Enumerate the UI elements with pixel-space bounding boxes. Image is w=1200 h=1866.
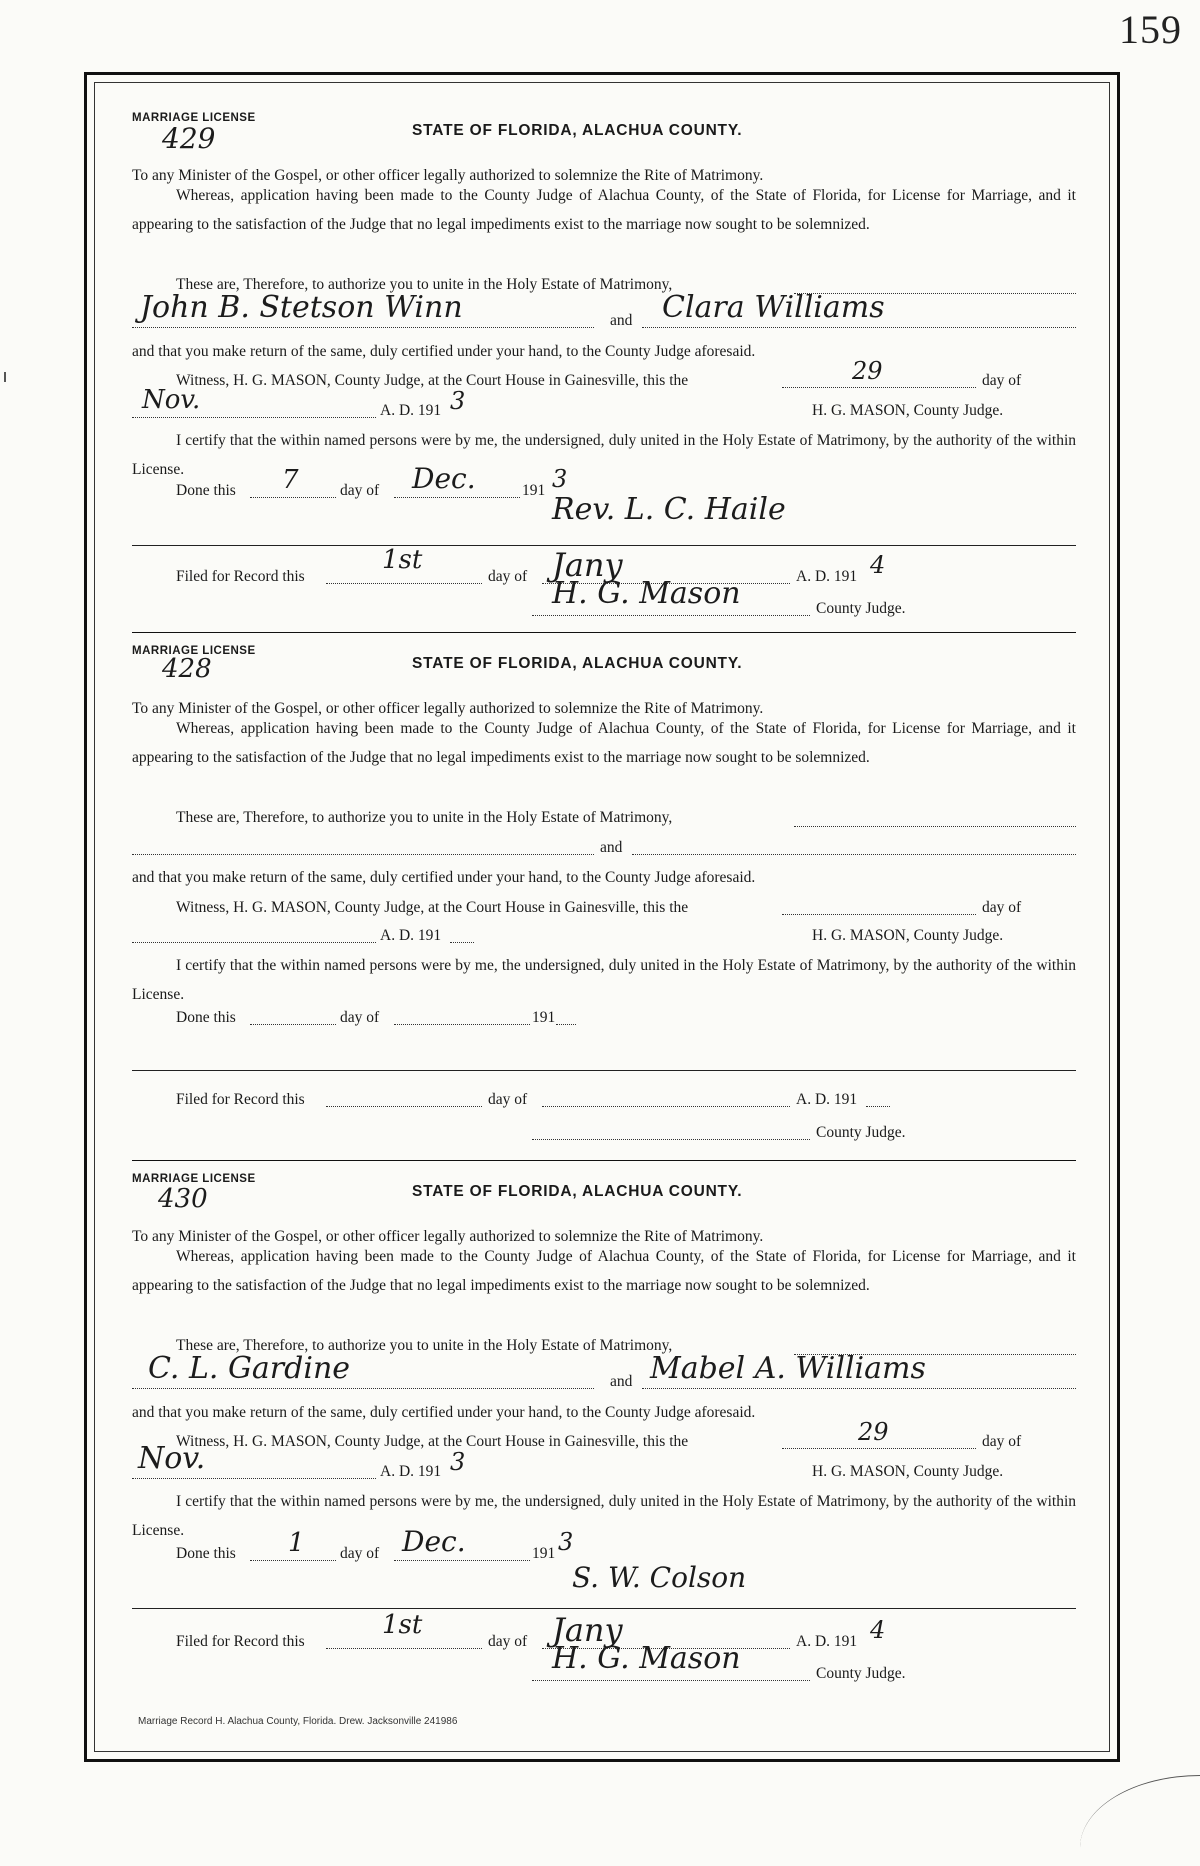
county-judge-label: County Judge. — [816, 1665, 906, 1682]
license-label: MARRIAGE LICENSE — [132, 112, 256, 124]
address-line: To any Minister of the Gospel, or other officer legally authorized to solemnize the Rite of Matrimony. — [132, 700, 764, 717]
bride-name: Mabel A. Williams — [650, 1351, 926, 1386]
groom-name: John B. Stetson Winn — [140, 290, 463, 325]
margin-mark — [4, 372, 6, 382]
day-of: day of — [982, 899, 1022, 916]
day-of: day of — [982, 372, 1022, 389]
year-191: 191 — [532, 1545, 556, 1562]
ad-191: A. D. 191 — [380, 1463, 442, 1480]
groom-name: C. L. Gardine — [148, 1351, 351, 1386]
day-of: day of — [340, 1009, 380, 1026]
groom-line — [132, 840, 594, 855]
done-month-line — [394, 1010, 530, 1025]
address-line: To any Minister of the Gospel, or other officer legally authorized to solemnize the Rite of Matrimony. — [132, 167, 764, 184]
day-of: day of — [340, 1545, 380, 1562]
page-number: 159 — [1119, 7, 1182, 52]
witness-text: Witness, H. G. MASON, County Judge, at the Court House in Gainesville, this the — [176, 899, 689, 916]
witness-day-line — [782, 900, 976, 915]
filed-day: 1st — [382, 545, 423, 575]
done-year-digit: 3 — [552, 465, 568, 493]
state-title: STATE OF FLORIDA, ALACHUA COUNTY. — [412, 655, 743, 672]
witness-month: Nov. — [142, 385, 201, 415]
done-this: Done this — [176, 1009, 236, 1026]
license-number: 430 — [158, 1184, 208, 1214]
year-191: 191 — [522, 482, 546, 499]
marriage-license-428 — [132, 646, 1076, 1146]
done-month: Dec. — [412, 462, 476, 495]
ad-191: A. D. 191 — [380, 402, 442, 419]
bride-name: Clara Williams — [662, 290, 885, 325]
day-of: day of — [340, 482, 380, 499]
filed-text: Filed for Record this — [176, 568, 305, 585]
filed-text: Filed for Record this — [176, 1633, 305, 1650]
county-judge-label: County Judge. — [816, 600, 906, 617]
bride-line — [632, 840, 1076, 855]
license-number: 429 — [162, 122, 216, 155]
done-this: Done this — [176, 482, 236, 499]
address-line: To any Minister of the Gospel, or other officer legally authorized to solemnize the Rite of Matrimony. — [132, 1228, 764, 1245]
done-day: 7 — [282, 465, 299, 495]
filed-day-line — [326, 1092, 482, 1107]
and-word: and — [610, 312, 633, 329]
certify-paragraph: I certify that the within named persons were by me, the undersigned, duly united in the Holy Estate of Matrimony, by the authority of the within License. — [132, 1493, 1076, 1539]
filed-judge-signature: H. G. Mason — [552, 576, 741, 611]
marriage-license-429 — [132, 112, 1076, 617]
judge-signature-print: H. G. MASON, County Judge. — [812, 1463, 1004, 1480]
return-line: and that you make return of the same, duly certified under your hand, to the County Judge aforesaid. — [132, 869, 756, 886]
and-word: and — [610, 1373, 633, 1390]
day-of: day of — [488, 568, 528, 585]
filed-text: Filed for Record this — [176, 1091, 305, 1108]
license-divider — [132, 1160, 1076, 1161]
return-line: and that you make return of the same, duly certified under your hand, to the County Judge aforesaid. — [132, 1404, 756, 1421]
judge-signature-print: H. G. MASON, County Judge. — [812, 402, 1004, 419]
license-divider — [132, 632, 1076, 633]
judge-sign-line — [532, 1125, 810, 1140]
state-title: STATE OF FLORIDA, ALACHUA COUNTY. — [412, 122, 743, 139]
done-year-line — [556, 1010, 576, 1025]
authorize-text: These are, Therefore, to authorize you to unite in the Holy Estate of Matrimony, — [176, 1337, 673, 1354]
license-label: MARRIAGE LICENSE — [132, 1173, 256, 1185]
license-number: 428 — [162, 654, 212, 684]
judge-signature-print: H. G. MASON, County Judge. — [812, 927, 1004, 944]
officiant-signature: Rev. L. C. Haile — [552, 492, 786, 527]
certify-paragraph: I certify that the within named persons were by me, the undersigned, duly united in the Holy Estate of Matrimony, by the authority of the within License. — [132, 957, 1076, 1003]
marriage-license-430 — [132, 1174, 1076, 1694]
day-of: day of — [488, 1091, 528, 1108]
certify-paragraph: I certify that the within named persons were by me, the undersigned, duly united in the Holy Estate of Matrimony, by the authority of the within License. — [132, 432, 1076, 478]
witness-month-line — [132, 928, 376, 943]
filed-year-digit: 4 — [870, 551, 886, 579]
filed-month: Jany — [552, 546, 623, 584]
ad-191: A. D. 191 — [380, 927, 442, 944]
state-title: STATE OF FLORIDA, ALACHUA COUNTY. — [412, 1183, 743, 1200]
witness-year-line — [450, 928, 474, 943]
return-line: and that you make return of the same, duly certified under your hand, to the County Judge aforesaid. — [132, 343, 756, 360]
done-day-line — [250, 1010, 336, 1025]
filed-month: Jany — [552, 1611, 623, 1649]
done-month: Dec. — [402, 1525, 466, 1558]
section-rule — [132, 1608, 1076, 1609]
done-year-digit: 3 — [558, 1528, 574, 1556]
filed-day: 1st — [382, 1610, 423, 1640]
officiant-signature: S. W. Colson — [572, 1561, 747, 1594]
ad-191: A. D. 191 — [796, 1633, 858, 1650]
filed-year-line — [866, 1092, 890, 1107]
witness-day: 29 — [858, 1418, 889, 1446]
page-corner-curve — [1080, 1775, 1200, 1866]
ad-191: A. D. 191 — [796, 568, 858, 585]
filed-judge-signature: H. G. Mason — [552, 1641, 741, 1676]
year-191: 191 — [532, 1009, 556, 1026]
whereas-paragraph: Whereas, application having been made to the County Judge of Alachua County, of the State of Florida, for License for Marriage, and it appearing to the satisfaction of the Judge that no legal impediments exist to the marriage now sought to be solemnized. — [132, 720, 1076, 766]
witness-year-digit: 3 — [450, 387, 466, 415]
authorize-text: These are, Therefore, to authorize you to unite in the Holy Estate of Matrimony, — [176, 276, 673, 293]
whereas-paragraph: Whereas, application having been made to the County Judge of Alachua County, of the State of Florida, for License for Marriage, and it appearing to the satisfaction of the Judge that no legal impediments exist to the marriage now sought to be solemnized. — [132, 187, 1076, 233]
witness-year-digit: 3 — [450, 1448, 466, 1476]
authorize-text: These are, Therefore, to authorize you to unite in the Holy Estate of Matrimony, — [176, 809, 673, 826]
day-of: day of — [488, 1633, 528, 1650]
filed-year-digit: 4 — [870, 1616, 886, 1644]
ad-191: A. D. 191 — [796, 1091, 858, 1108]
witness-month: Nov. — [138, 1441, 206, 1476]
printer-imprint: Marriage Record H. Alachua County, Florida. Drew. Jacksonville 241986 — [138, 1716, 458, 1727]
witness-text: Witness, H. G. MASON, County Judge, at the Court House in Gainesville, this the — [176, 1433, 689, 1450]
day-of: day of — [982, 1433, 1022, 1450]
and-word: and — [600, 839, 623, 856]
done-this: Done this — [176, 1545, 236, 1562]
license-label: MARRIAGE LICENSE — [132, 645, 256, 657]
witness-text: Witness, H. G. MASON, County Judge, at the Court House in Gainesville, this the — [176, 372, 689, 389]
witness-day: 29 — [852, 357, 883, 385]
section-rule — [132, 1070, 1076, 1071]
filed-month-line — [542, 1092, 790, 1107]
dotted-fill — [794, 812, 1076, 827]
county-judge-label: County Judge. — [816, 1124, 906, 1141]
done-day: 1 — [288, 1528, 305, 1558]
whereas-paragraph: Whereas, application having been made to the County Judge of Alachua County, of the State of Florida, for License for Marriage, and it appearing to the satisfaction of the Judge that no legal impediments exist to the marriage now sought to be solemnized. — [132, 1248, 1076, 1294]
